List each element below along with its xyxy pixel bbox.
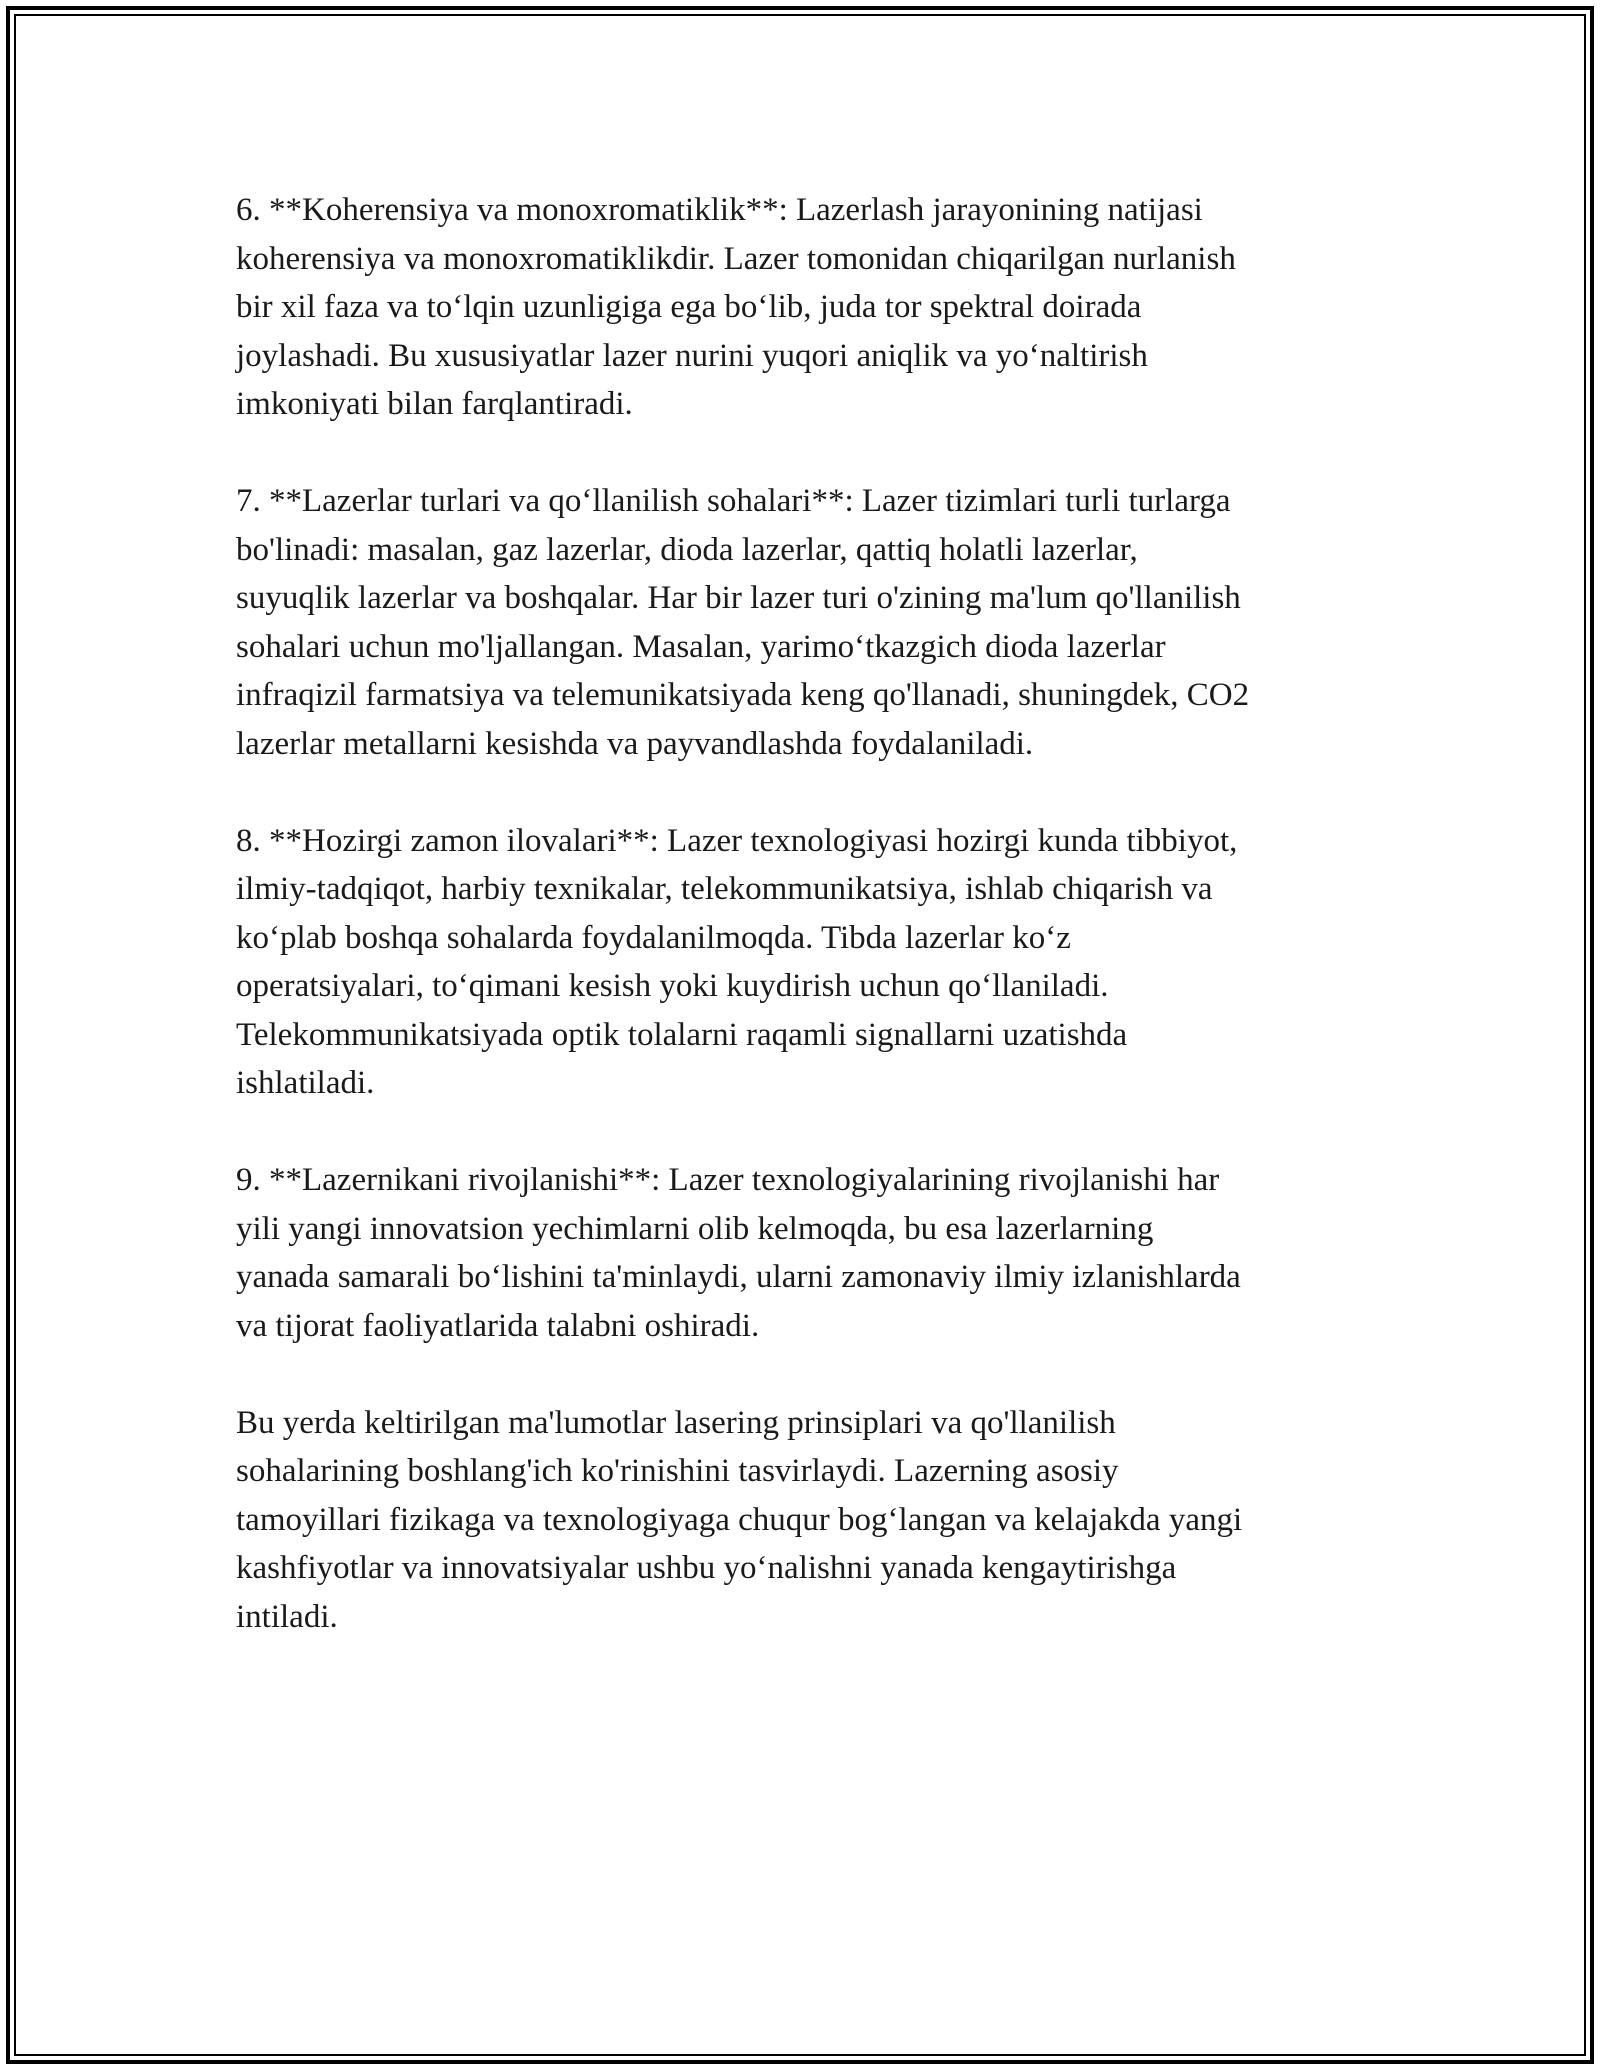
text-line: imkoniyati bilan farqlantiradi. bbox=[236, 386, 633, 422]
text-line: sohalari uchun mo'ljallangan. Masalan, yarimo‘tkazgich dioda lazerlar bbox=[236, 628, 1166, 665]
text-line: infraqizil farmatsiya va telemunikatsiyada keng qo'llanadi, shuningdek, CO2 bbox=[236, 677, 1250, 713]
paragraph-laser-types bbox=[236, 477, 1376, 768]
text-line: kashfiyotlar va innovatsiyalar ushbu yo‘nalishni yanada kengaytirishga bbox=[236, 1550, 1177, 1586]
text-line: Telekommunikatsiyada optik tolalarni raqamli signallarni uzatishda bbox=[236, 1016, 1128, 1053]
text-line: bo'linadi: masalan, gaz lazerlar, dioda lazerlar, qattiq holatli lazerlar, bbox=[236, 531, 1138, 568]
text-line: joylashadi. Bu xususiyatlar lazer nurini yuqori aniqlik va yo‘naltirish bbox=[236, 337, 1148, 374]
text-line: 8. **Hozirgi zamon ilovalari**: Lazer texnologiyasi hozirgi kunda tibbiyot, bbox=[236, 822, 1238, 859]
text-line: yanada samarali bo‘lishini ta'minlaydi, ularni zamonaviy ilmiy izlanishlarda bbox=[236, 1259, 1241, 1295]
text-line: intiladi. bbox=[236, 1598, 338, 1635]
text-line: suyuqlik lazerlar va boshqalar. Har bir lazer turi o'zining ma'lum qo'llanilish bbox=[236, 580, 1241, 616]
paragraph-coherence bbox=[236, 186, 1376, 429]
text-line: Bu yerda keltirilgan ma'lumotlar lasering prinsiplari va qo'llanilish bbox=[236, 1404, 1116, 1441]
paragraph-development bbox=[236, 1156, 1376, 1350]
text-line: va tijorat faoliyatlarida talabni oshiradi. bbox=[236, 1307, 760, 1344]
paragraph-conclusion bbox=[236, 1399, 1376, 1642]
text-line: yili yangi innovatsion yechimlarni olib kelmoqda, bu esa lazerlarning bbox=[236, 1210, 1154, 1247]
text-line: operatsiyalari, to‘qimani kesish yoki kuydirish uchun qo‘llaniladi. bbox=[236, 968, 1109, 1004]
text-line: sohalarining boshlang'ich ko'rinishini tasvirlaydi. Lazerning asosiy bbox=[236, 1453, 1119, 1489]
text-line: ilmiy-tadqiqot, harbiy texnikalar, telekommunikatsiya, ishlab chiqarish va bbox=[236, 871, 1213, 907]
text-line: tamoyillari fizikaga va texnologiyaga chuqur bog‘langan va kelajakda yangi bbox=[236, 1501, 1243, 1538]
text-line: 6. **Koherensiya va monoxromatiklik**: Lazerlash jarayonining natijasi bbox=[236, 192, 1203, 228]
paragraph-modern-applications bbox=[236, 817, 1376, 1108]
document-body bbox=[236, 186, 1376, 1690]
text-line: ishlatiladi. bbox=[236, 1065, 375, 1101]
text-line: 9. **Lazernikani rivojlanishi**: Lazer texnologiyalarining rivojlanishi har bbox=[236, 1162, 1220, 1198]
text-line: bir xil faza va to‘lqin uzunligiga ega bo‘lib, juda tor spektral doirada bbox=[236, 289, 1142, 325]
text-line: ko‘plab boshqa sohalarda foydalanilmoqda. Tibda lazerlar ko‘z bbox=[236, 919, 1071, 956]
text-line: lazerlar metallarni kesishda va payvandlashda foydalaniladi. bbox=[236, 725, 1034, 762]
text-line: koherensiya va monoxromatiklikdir. Lazer tomonidan chiqarilgan nurlanish bbox=[236, 240, 1236, 277]
text-line: 7. **Lazerlar turlari va qo‘llanilish sohalari**: Lazer tizimlari turli turlarga bbox=[236, 483, 1231, 519]
